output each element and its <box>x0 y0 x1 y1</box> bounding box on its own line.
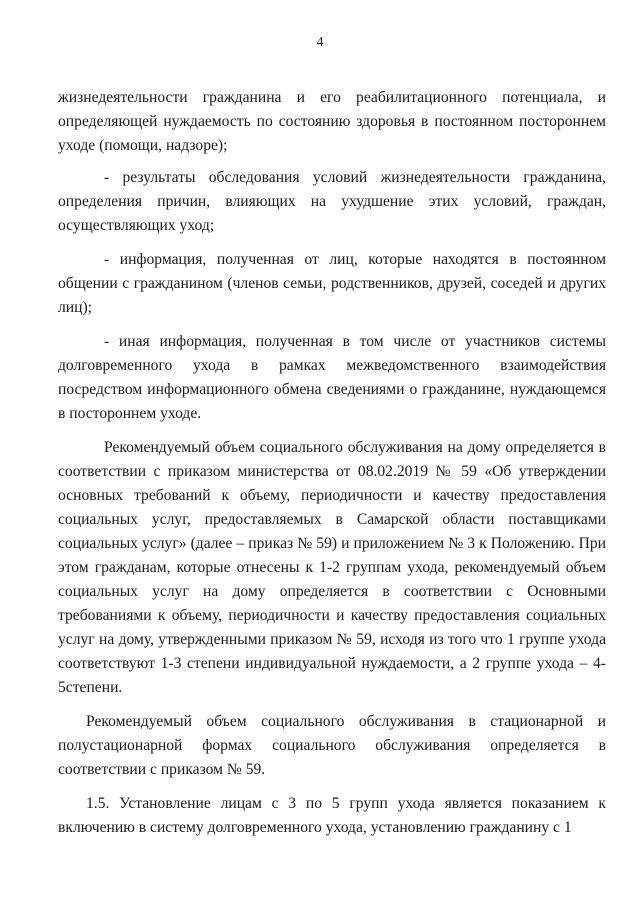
paragraph-bullet-survey: - результаты обследования условий жизнедеятельности гражданина, определения причин, влияющих на ухудшение этих условий, граждан, осуществляющих уход; <box>58 169 606 234</box>
paragraph-stationary-service-volume: Рекомендуемый объем социального обслуживания в стационарной и полустационарной формах социального обслуживания определяется в соответствии с приказом № 59. <box>58 713 606 778</box>
paragraph-bullet-info-contacts: - информация, полученная от лиц, которые находятся в постоянном общении с гражданином (членов семьи, родственников, друзей, соседей и других лиц); <box>58 251 606 316</box>
paragraph-bullet-other-info: - иная информация, полученная в том числе от участников системы долговременного ухода в рамках межведомственного взаимодействия посредством информационного обмена сведениями о гражданине, нуждающемся в постороннем уходе. <box>58 333 606 422</box>
paragraph-continuation: жизнедеятельности гражданина и его реабилитационного потенциала, и определяющей нуждаемость по состоянию здоровья в постоянном постороннем уходе (помощи, надзоре); <box>58 89 606 154</box>
paragraph-clause-1-5: 1.5. Установление лицам с 3 по 5 групп ухода является показанием к включению в систему долговременного ухода, установлению гражданину с 1 <box>58 795 606 836</box>
paragraph-home-service-volume: Рекомендуемый объем социального обслуживания на дому определяется в соответствии с приказом министерства от 08.02.2019 № 59 «Об утверждении основных требований к объему, периодичности и качеству предоставления социальных услуг, предоставляемых в Самарской области поставщиками социальных услуг» (далее – приказ № 59) и приложением № 3 к Положению. При этом гражданам, которые отнесены к 1-2 группам ухода, рекомендуемый объем социальных услуг на дому определяется в соответствии с Основными требованиями к объему, периодичности и качеству предоставления социальных услуг на дому, утвержденными приказом № 59, исходя из того что 1 группе ухода соответствуют 1-3 степени индивидуальной нуждаемости, а 2 группе ухода – 4-5степени. <box>58 439 606 696</box>
document-body <box>58 86 606 850</box>
page-number: 4 <box>316 35 324 50</box>
